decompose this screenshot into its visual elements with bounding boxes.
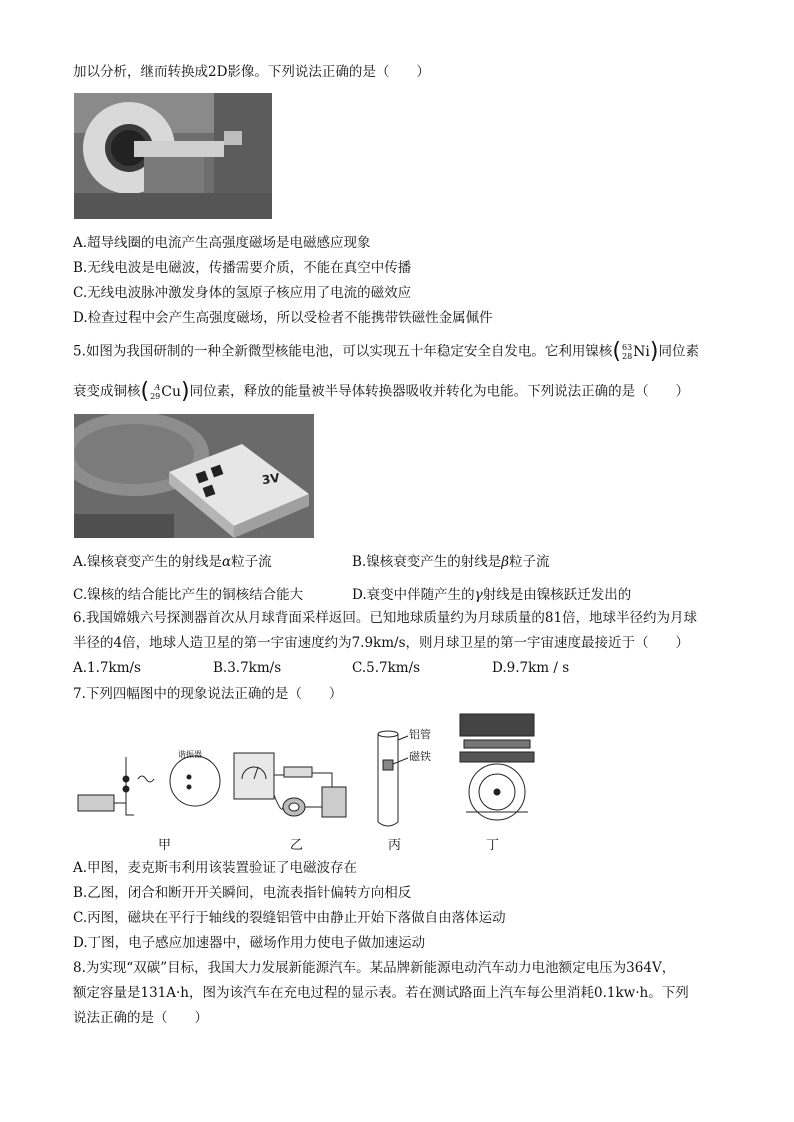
nickel-nuclide: ( 63 28 Ni ) [612,339,659,364]
q7-option-b: B.乙图，闭合和断开开关瞬间，电流表指针偏转方向相反 [73,885,412,901]
ni-atomic-number: 28 [621,352,633,361]
figure-ding [456,712,538,822]
q6-stem-line1: 6.我国嫦娥六号探测器首次从月球背面采样返回。已知地球质量约为月球质量的81倍，地球半径约为月球 [73,610,698,626]
q7-stem: 7.下列四幅图中的现象说法正确的是（ ） [73,686,343,702]
q4-option-a: A.超导线圈的电流产生高强度磁场是电磁感应现象 [73,235,371,251]
figure-jia [74,745,224,825]
q6-option-d: D.9.7km / s [492,660,570,676]
q4-option-c: C.无线电波脉冲激发身体的氢原子核应用了电流的磁效应 [73,285,412,301]
q6-stem-line2: 半径的4倍，地球人造卫星的第一宇宙速度约为7.9km/s，则月球卫星的第一宇宙速度最接近于（ ） [73,635,690,651]
cu-mass-number: A [154,383,161,392]
q5-stem-part1: 5.如图为我国研制的一种全新微型核能电池，可以实现五十年稳定安全自发电。它利用镍核 [73,343,613,360]
q5-option-c: C.镍核的结合能比产生的铜核结合能大 [73,587,304,603]
q4-option-d: D.检查过程中会产生高强度磁场，所以受检者不能携带铁磁性金属佩件 [73,310,493,326]
q7-option-c: C.丙图，磁块在平行于轴线的裂缝铝管中由静止开始下落做自由落体运动 [73,910,506,926]
q8-stem-line2: 额定容量是131A·h，图为该汽车在充电过程的显示表。若在测试路面上汽车每公里消耗0.1kw·h。下列 [73,985,689,1001]
q6-option-b: B.3.7km/s [213,660,282,676]
q5-stem-part2: 同位素 [658,343,699,360]
figure-label-yi: 乙 [290,838,304,853]
ni-mass-number: 63 [621,343,633,352]
q5-option-a: A.镍核衰变产生的射线是α粒子流 [73,554,272,570]
magnet-label: 磁铁 [409,750,431,763]
q6-option-c: C.5.7km/s [352,660,421,676]
q4-stem-tail: 加以分析，继而转换成2D影像。下列说法正确的是（ ） [73,64,430,80]
figure-label-ding: 丁 [486,838,500,853]
q5-stem-part3: 衰变成铜核 [73,383,141,400]
figure-bing [372,726,462,830]
figure-yi [232,745,352,825]
resonator-label: 谐振器 [178,750,202,759]
q5-option-d: D.衰变中伴随产生的γ射线是由镍核跃迁发出的 [352,587,632,603]
q5-stem-part4: 同位素，释放的能量被半导体转换器吸收并转化为电能。下列说法正确的是（ ） [189,383,690,400]
cu-atomic-number: 29 [150,392,161,401]
q8-stem-line3: 说法正确的是（ ） [73,1010,208,1026]
mri-scanner-photo [74,93,272,219]
q5-stem-line2 [73,381,689,403]
copper-nuclide: ( A 29 Cu ) [140,379,190,404]
figure-label-jia: 甲 [158,838,172,853]
q7-option-a: A.甲图，麦克斯韦利用该装置验证了电磁波存在 [73,860,358,876]
figure-label-bing: 丙 [388,838,402,853]
q7-option-d: D.丁图，电子感应加速器中，磁场作用力使电子做加速运动 [73,935,426,951]
q8-stem-line1: 8.为实现“双碳”目标，我国大力发展新能源汽车。某品牌新能源电动汽车动力电池额定电压为364V， [73,960,676,976]
q5-stem-line1 [73,341,699,363]
tube-label: 铝管 [409,728,431,741]
battery-label: 3V [261,470,281,488]
q4-option-b: B.无线电波是电磁波，传播需要介质，不能在真空中传播 [73,260,412,276]
q5-option-b: B.镍核衰变产生的射线是β粒子流 [352,554,550,570]
nuclear-battery-photo [74,414,314,538]
cu-symbol: Cu [161,384,182,400]
q6-option-a: A.1.7km/s [73,660,141,676]
ni-symbol: Ni [633,344,650,360]
